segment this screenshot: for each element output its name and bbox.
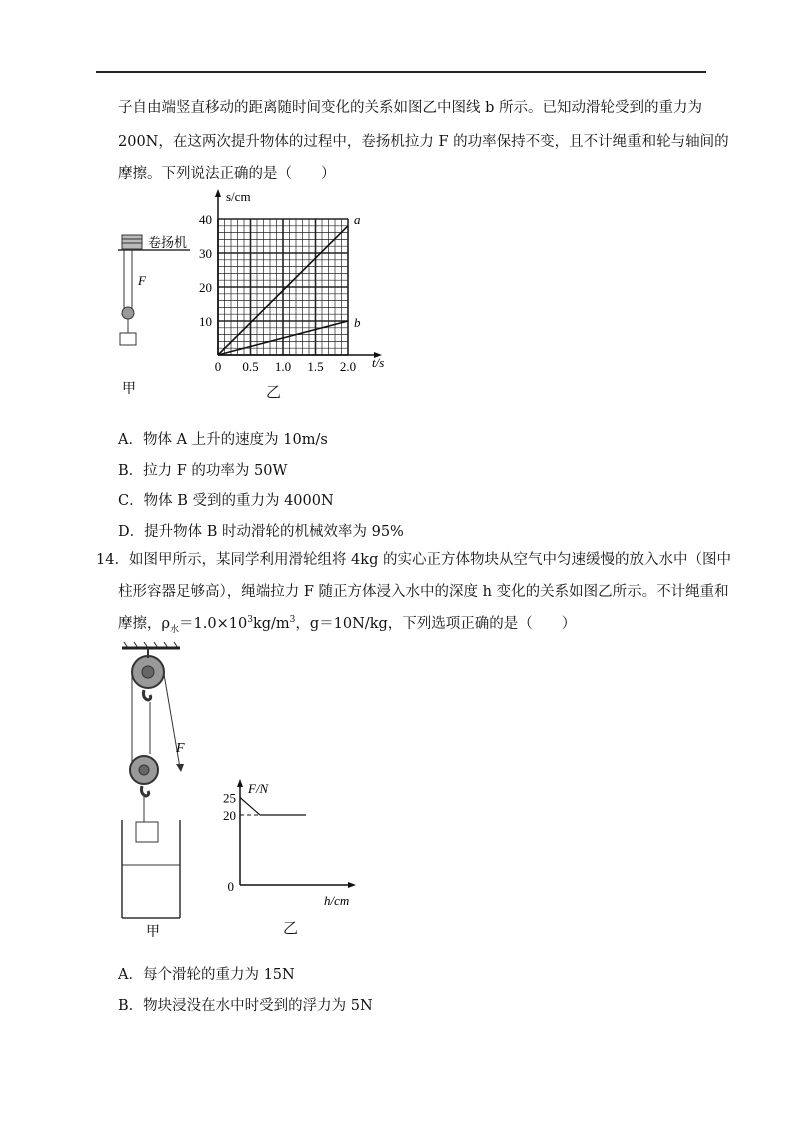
q13-option-b: B．拉力 F 的功率为 50W bbox=[118, 463, 288, 479]
y-tick-label: 40 bbox=[199, 212, 212, 227]
q13-figure-jia bbox=[110, 225, 200, 400]
cube-block bbox=[136, 822, 158, 842]
y-tick-label: 30 bbox=[199, 246, 212, 261]
hook-icon bbox=[144, 690, 151, 700]
y-tick-label-25: 25 bbox=[223, 790, 236, 806]
q14-text-line-1: 14．如图甲所示，某同学利用滑轮组将 4kg 的实心正方体物块从空气中匀速缓慢的放入水中（图中 bbox=[96, 552, 731, 568]
load-block bbox=[120, 333, 136, 345]
series-label-b: b bbox=[354, 315, 361, 330]
q13-yi-caption: 乙 bbox=[266, 383, 282, 401]
y-axis-label: F/N bbox=[248, 781, 269, 796]
q13-text-line-2: 200N，在这两次提升物体的过程中，卷扬机拉力 F 的功率保持不变，且不计绳重和轮与轴间的 bbox=[118, 134, 729, 150]
x-axis-label: h/cm bbox=[324, 893, 350, 908]
chart-series bbox=[240, 798, 306, 816]
force-label: F bbox=[138, 273, 146, 288]
series-label-a: a bbox=[354, 211, 361, 227]
q14-yi-caption: 乙 bbox=[283, 919, 299, 937]
q13-option-c: C．物体 B 受到的重力为 4000N bbox=[118, 493, 334, 509]
origin-label: 0 bbox=[227, 879, 234, 894]
q14-option-b: B．物块浸没在水中时受到的浮力为 5N bbox=[118, 998, 373, 1014]
q14-force-label: F bbox=[176, 741, 185, 756]
y-tick-label: 10 bbox=[199, 314, 212, 329]
y-tick-label: 20 bbox=[199, 280, 212, 295]
q14-option-a: A．每个滑轮的重力为 15N bbox=[118, 967, 295, 983]
q14-text-line-2: 柱形容器足够高），绳端拉力 F 随正方体浸入水中的深度 h 变化的关系如图乙所示。不计绳重和 bbox=[118, 584, 729, 600]
q13-st-chart bbox=[190, 185, 400, 400]
ceiling-icon bbox=[122, 642, 180, 648]
hook-icon-lower bbox=[142, 786, 149, 796]
movable-pulley-icon bbox=[130, 756, 158, 784]
x-tick-label: 0.5 bbox=[242, 359, 259, 374]
q13-jia-caption: 甲 bbox=[122, 382, 136, 397]
y-axis-arrow bbox=[237, 779, 243, 787]
x-tick-label: 2.0 bbox=[339, 359, 357, 374]
q13-text-line-1: 子自由端竖直移动的距离随时间变化的关系如图乙中图线 b 所示。已知动滑轮受到的重力为 bbox=[118, 100, 702, 116]
y-tick-label-20: 20 bbox=[223, 808, 236, 823]
x-tick-label: 1.5 bbox=[307, 359, 324, 374]
header-rule bbox=[96, 71, 706, 73]
chart-labels bbox=[223, 781, 349, 908]
q13-option-a: A．物体 A 上升的速度为 10m/s bbox=[118, 432, 328, 448]
x-axis-arrow bbox=[348, 882, 356, 888]
winch-label: 卷扬机 bbox=[148, 235, 188, 250]
q14-fh-chart bbox=[212, 775, 372, 915]
x-tick-label: 1.0 bbox=[274, 359, 292, 374]
force-arrow-icon bbox=[176, 764, 184, 772]
x-axis-label: t/s bbox=[372, 355, 385, 370]
fixed-pulley-icon bbox=[132, 648, 164, 688]
series-line-decreasing bbox=[240, 798, 260, 816]
y-axis-arrow bbox=[215, 189, 221, 197]
q14-text-line-3: 摩擦，$\rho_水=1.0\times 10^3kg/m^3$，g＝10N/kg，下列选项正确的是（ ） bbox=[118, 615, 577, 635]
x-tick-label: 0 bbox=[214, 359, 222, 374]
movable-pulley-icon bbox=[122, 307, 134, 319]
q13-option-d: D．提升物体 B 时动滑轮的机械效率为 95% bbox=[118, 524, 404, 540]
q13-text-line-3: 摩擦。下列说法正确的是（ ） bbox=[118, 166, 336, 182]
q14-jia-caption: 甲 bbox=[146, 925, 160, 940]
q14-figure-jia bbox=[110, 640, 220, 940]
y-axis-label: s/cm bbox=[226, 189, 251, 204]
